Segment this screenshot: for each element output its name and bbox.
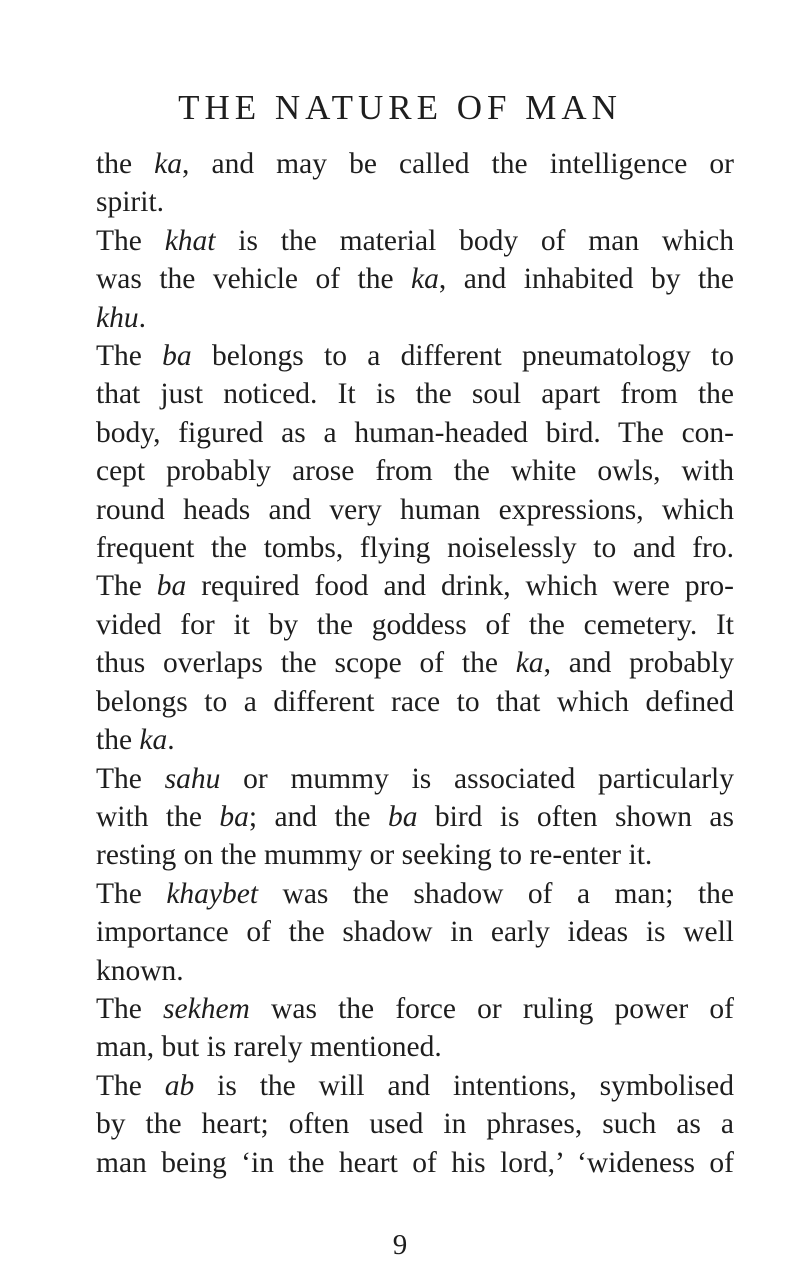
body-text: [96, 145, 734, 1182]
text-line: vided for it by the goddess of the cemetery. It: [96, 608, 734, 641]
text-line: was the vehicle of the ka, and inhabited by the: [96, 263, 734, 296]
italic-term: ab: [164, 1069, 195, 1102]
italic-term: khu: [96, 301, 139, 334]
text-line: belongs to a different race to that which defined: [96, 685, 734, 718]
text-line: The ba belongs to a different pneumatology to: [96, 340, 734, 373]
paragraph: [96, 222, 734, 337]
paragraph: [96, 145, 734, 222]
italic-term: khat: [164, 224, 216, 257]
text-line: by the heart; often used in phrases, such as a: [96, 1108, 734, 1141]
italic-term: ba: [156, 570, 187, 603]
text-line: The khat is the material body of man which: [96, 224, 734, 257]
text-line: man being ‘in the heart of his lord,’ ‘wideness of: [96, 1146, 734, 1179]
paragraph: [96, 760, 734, 875]
italic-term: ka: [154, 148, 182, 180]
italic-term: ba: [219, 800, 249, 833]
text-line: cept probably arose from the white owls, with: [96, 455, 734, 488]
italic-term: khaybet: [166, 877, 259, 910]
text-line: The ab is the will and intentions, symbolised: [96, 1069, 734, 1102]
running-head: THE NATURE OF MAN: [178, 88, 622, 127]
text-line: resting on the mummy or seeking to re-enter it.: [96, 839, 653, 872]
text-line: that just noticed. It is the soul apart from the: [96, 378, 734, 411]
paragraph: [96, 990, 734, 1067]
paragraph: [96, 1067, 734, 1182]
page-number: 9: [392, 1229, 408, 1261]
text-line: The khaybet was the shadow of a man; the: [96, 877, 734, 910]
text-line: body, figured as a human-headed bird. The con-: [96, 416, 734, 449]
italic-term: ba: [387, 800, 418, 833]
text-line: importance of the shadow in early ideas is well: [96, 916, 734, 949]
text-line: khu.: [96, 301, 146, 334]
text-line: thus overlaps the scope of the ka, and probably: [96, 647, 734, 680]
text-line: man, but is rarely mentioned.: [96, 1031, 442, 1064]
italic-term: ba: [162, 340, 192, 373]
italic-term: sahu: [164, 762, 221, 795]
text-line: the ka.: [96, 724, 175, 757]
text-line: frequent the tombs, flying noiselessly to and fro.: [96, 532, 734, 565]
text-line: round heads and very human expressions, which: [96, 493, 734, 526]
text-line: spirit.: [96, 186, 165, 219]
paragraph: [96, 337, 734, 759]
italic-term: ka: [515, 647, 544, 680]
text-line: known.: [96, 954, 184, 987]
italic-term: ka: [411, 263, 439, 296]
text-line: The sekhem was the force or ruling power of: [96, 992, 734, 1025]
text-line: with the ba; and the ba bird is often shown as: [96, 800, 734, 833]
text-line: the ka, and may be called the intelligence or: [96, 148, 734, 180]
paragraph: [96, 875, 734, 990]
italic-term: sekhem: [163, 992, 250, 1025]
text-line: The ba required food and drink, which were pro-: [96, 570, 734, 603]
text-line: The sahu or mummy is associated particularly: [96, 762, 734, 795]
italic-term: ka: [139, 724, 168, 757]
